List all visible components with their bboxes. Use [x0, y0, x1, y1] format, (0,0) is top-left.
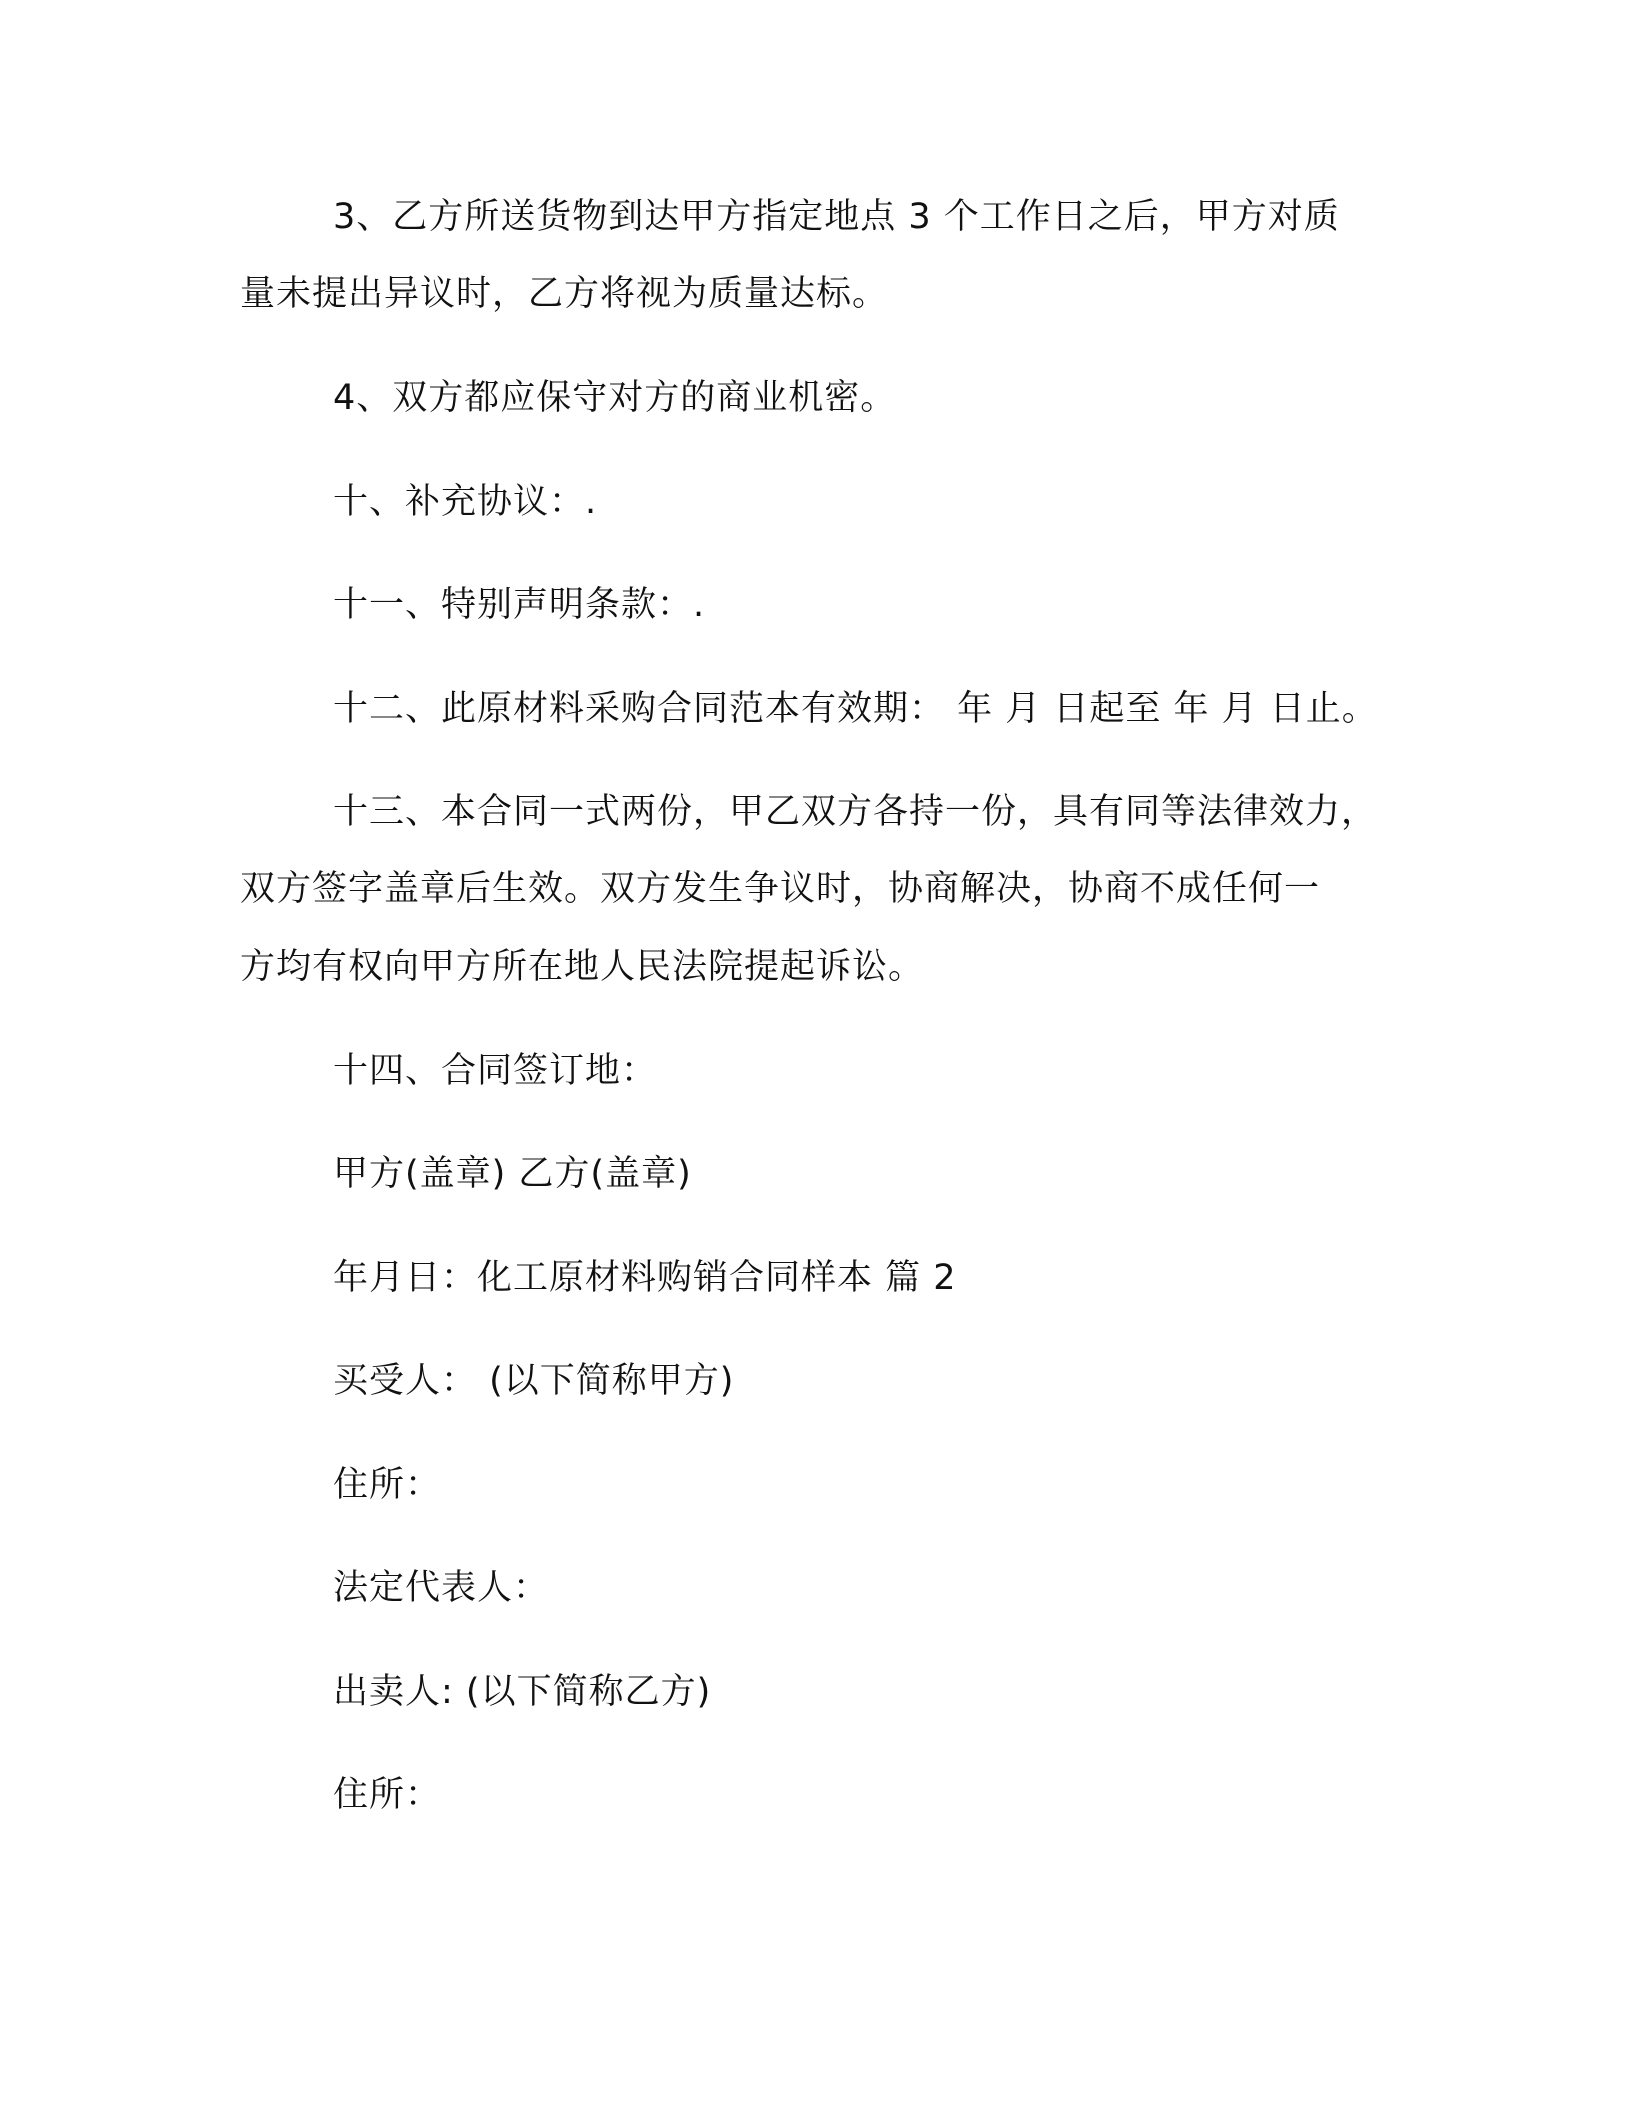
- section-11-special-statement: 十一、特别声明条款：.: [333, 585, 706, 625]
- clause-4: 4、双方都应保守对方的商业机密。: [333, 378, 897, 418]
- seller-label: 出卖人: (以下简称乙方): [333, 1672, 712, 1712]
- date-and-contract-title: 年月日：化工原材料购销合同样本 篇 2: [333, 1258, 957, 1298]
- section-13-line-3: 方均有权向甲方所在地人民法院提起诉讼。: [240, 947, 925, 987]
- section-12-validity: 十二、此原材料采购合同范本有效期： 年 月 日起至 年 月 日止。: [333, 689, 1378, 729]
- section-13-line-1: 十三、本合同一式两份，甲乙双方各持一份，具有同等法律效力，: [333, 792, 1378, 832]
- section-14-signing-place: 十四、合同签订地：: [333, 1051, 658, 1091]
- legal-representative-label: 法定代表人：: [333, 1568, 550, 1608]
- clause-3-line-1: 3、乙方所送货物到达甲方指定地点 3 个工作日之后，甲方对质: [333, 197, 1340, 237]
- section-10-supplementary: 十、补充协议：.: [333, 482, 598, 522]
- seller-address-label: 住所：: [333, 1775, 442, 1815]
- clause-3-line-2: 量未提出异议时，乙方将视为质量达标。: [240, 274, 889, 314]
- buyer-label: 买受人： (以下简称甲方): [333, 1361, 735, 1401]
- section-13-line-2: 双方签字盖章后生效。双方发生争议时，协商解决，协商不成任何一: [240, 869, 1321, 909]
- buyer-address-label: 住所：: [333, 1465, 442, 1505]
- party-seals: 甲方(盖章) 乙方(盖章): [333, 1154, 692, 1194]
